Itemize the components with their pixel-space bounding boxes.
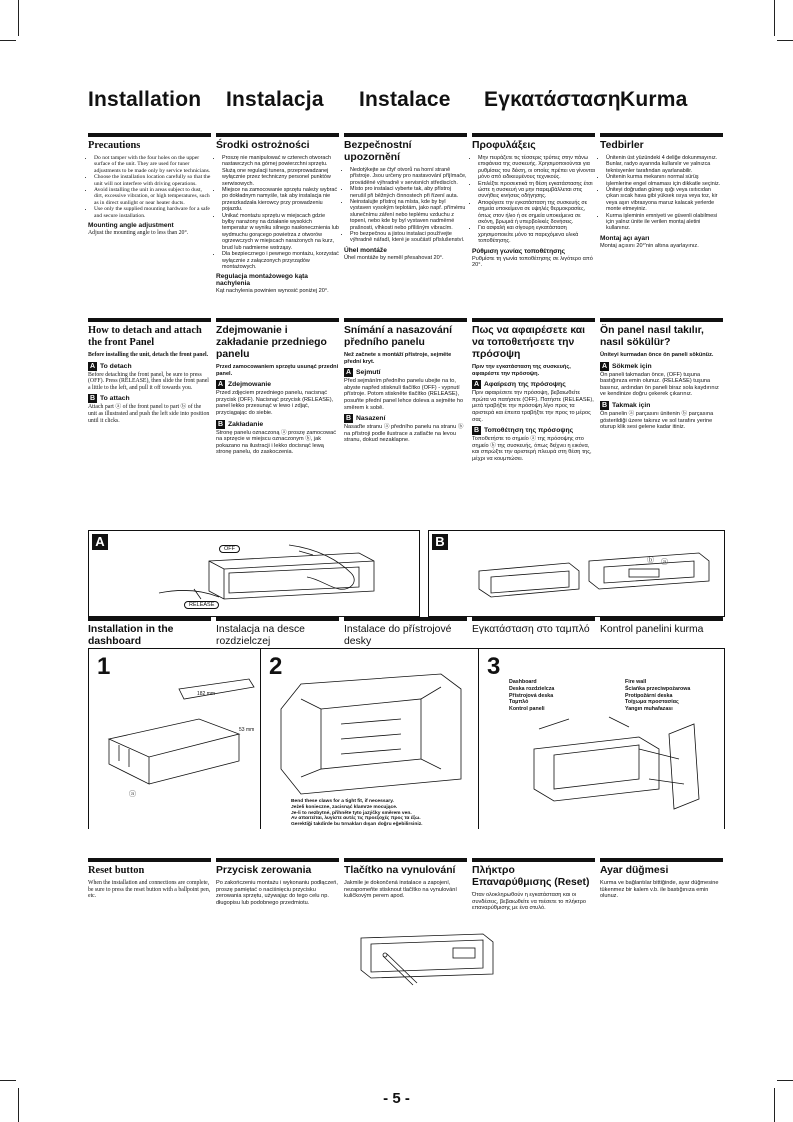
detach-en	[88, 318, 211, 466]
step-b-title: To attach	[100, 395, 130, 403]
claw-note	[291, 799, 423, 828]
bullet-list	[472, 155, 595, 245]
section-bar	[216, 318, 339, 322]
section-bar	[88, 133, 211, 137]
section-heading: Środki ostrożności	[216, 140, 310, 151]
step-b-title: Zakładanie	[228, 420, 264, 428]
release-button-label: RELEASE	[184, 601, 219, 609]
title-el: Εγκατάσταση	[484, 88, 621, 111]
wall-label: Yangın muhafazası	[625, 706, 673, 713]
sub-text: Kąt nachylenia powinien wynosić poniżej 20°.	[216, 288, 329, 295]
marker-b: B	[473, 427, 480, 435]
bullet: • Μην πειράζετε τις τέσσερις τρύπες στην πάνω επιφάνεια της συσκευής. Χρησιμοποιούνται για ρυθμίσεις του δέκτη, οι οποίες πρέπει να γίνονται μόνο από ειδικευμένους τεχνικούς.	[478, 155, 595, 181]
section-bar	[216, 858, 339, 862]
step-a-heading	[88, 362, 211, 371]
step-a-heading	[216, 380, 339, 389]
section-bar	[344, 858, 467, 862]
crop-mark	[774, 0, 775, 36]
intro-text: Üniteyi kurmadan önce ön paneli sökünüz.	[600, 352, 714, 358]
section-heading: Bezpečnostní upozornění	[344, 140, 412, 163]
detach-tr	[600, 318, 723, 466]
bullet: • Nedotýkejte se čtyř otvorů na horní straně přístroje. Jsou určeny pro nastavování příjímače, prováděné výhradně v servisních střediscích.	[350, 167, 467, 186]
claw-note-line: Bend these claws for a tight fit, if necessary.	[291, 799, 394, 804]
step-a-text: Przed zdjęciem przedniego panelu, nacisnąć przycisk (OFF). Nacisnąć przycisk (RELEASE), panel lekko przesunąć w lewo i zdjąć, przyciągając do siebie.	[216, 390, 334, 416]
bullet: • Proszę nie manipulować w czterech otworach nastawczych na górnej powierzchni sprzętu. Służą one regulacji tunera, przeprowadzanej wyłącznie przez techniczny personel punktów serwisowych.	[222, 155, 339, 187]
figure-a-illustration	[89, 531, 419, 616]
wall-label: Fire wall	[625, 679, 647, 685]
section-bar	[472, 318, 595, 322]
section-heading: Εγκατάσταση στο ταμπλό	[472, 624, 590, 635]
bullet: • Ünitenin kurma mekanını normal sürüş işlemlerine engel olmaması için dikkatle seçiniz.	[606, 174, 723, 187]
marker-b: B	[345, 415, 352, 423]
step-b-title: Nasazení	[356, 415, 386, 423]
section-heading: Tedbirler	[600, 140, 644, 151]
dash-label: Přístrojová deska	[509, 692, 554, 699]
section-heading: Instalace do přístrojové desky	[344, 624, 452, 647]
section-bar	[88, 858, 211, 862]
sub-heading: Regulacja montażowego kąta nachylenia	[216, 273, 308, 288]
dashboard-heading-el	[472, 617, 595, 651]
step-b-text: Τοποθετήστε το σημείο ⓐ της πρόσοψης στο σημείο ⓑ της συσκευής, όπως δείχνει η εικόνα, και σπρώξτε την αριστερή πλευρά στη θέση της, μέχρι να κουμπώσει.	[472, 436, 592, 462]
figure-b-label: B	[432, 534, 448, 550]
figure-b	[428, 530, 725, 617]
dash-label: Ταμπλό	[509, 699, 529, 706]
sub-heading: Úhel montáže	[344, 246, 387, 254]
step-number: 2	[269, 653, 283, 680]
step-a-heading	[600, 362, 723, 371]
marker-b: B	[217, 420, 224, 428]
figure-a	[88, 530, 420, 617]
section-heading: Reset button	[88, 865, 145, 876]
section-text: Po zakończeniu montażu i wykonaniu podłączeń, proszę pamiętać o naciśnięciu przycisku zerowania sprzętu, używając do tego celu np. długopisu lub podobnego przedmiotu.	[216, 880, 338, 906]
step-figure-2	[260, 648, 479, 829]
section-bar	[600, 133, 723, 137]
step-b-title: Τοποθέτηση της πρόσοψης	[484, 427, 574, 435]
section-heading: Zdejmowanie i zakładanie przedniego panelu	[216, 325, 327, 360]
figure-a-label: A	[92, 534, 108, 550]
reset-illustration	[353, 930, 503, 990]
precautions-en	[88, 133, 211, 298]
wall-label: Protipožární deska	[625, 692, 673, 699]
reset-en	[88, 858, 211, 915]
bullet: • Για ασφαλή και σίγουρη εγκατάσταση χρησιμοποιείτε μόνο τα παρεχόμενα υλικά τοποθέτησης.	[478, 225, 595, 244]
bullet-list	[88, 155, 211, 219]
section-heading: Ön panel nasıl takılır, nasıl sökülür?	[600, 325, 704, 348]
sub-text: Úhel montáže by neměl přesahovat 20°.	[344, 254, 444, 261]
section-heading: Ayar düğmesi	[600, 865, 669, 876]
section-bar	[472, 133, 595, 137]
step-b-heading	[216, 420, 339, 429]
title-row	[88, 88, 728, 112]
bullet: • Choose the installation location carefully so that the unit will not interfere with driving operations.	[94, 174, 211, 187]
bullet: • Avoid installing the unit in areas subject to dust, dirt, excessive vibration, or high temperatures, such as in direct sunlight or near heater ducts.	[94, 187, 211, 206]
dash-label: Deska rozdzielcza	[509, 685, 555, 692]
title-tr: Kurma	[620, 88, 688, 111]
figure-b-illustration	[429, 531, 724, 616]
sub-heading: Mounting angle adjustment	[88, 222, 174, 230]
step-a-heading	[472, 380, 595, 389]
bullet: • Místo pro instalaci vyberte tak, aby přístroj nerušil při běžných činnostech při řízení auta.	[350, 186, 467, 199]
bullet: • Üniteyi doğrudan güneş ışığı veya ısıtıcıdan çıkan sıcak hava gibi yüksek ısıya veya toz, kir veya aşırı vibrasyona maruz kalacak yerlerde monte etmeyiniz.	[606, 187, 723, 213]
step-a-text: Před sejmáním předního panelu ubejte na to, abyste napřed stisknuli tlačítko (OFF) - vypnutí přístroje. Potom stiskněte tlačítko (RELEASE), posuňte přední panel lehce doleva a sejměte ho směrem k sobě.	[344, 378, 464, 411]
intro-text: Before installing the unit, detach the front panel.	[88, 352, 209, 358]
bullet: • Neinstalujte přístroj na místa, kde by byl vystaven vysokým teplotám, jako např. přímému slunečnímu záření nebo teplému vzduchu z topení, nebo kde by byl vystaven nadměrné prašnosti, vlhkosti nebo přílišným vibracím.	[350, 199, 467, 231]
bullet: • Ünitenin üst yüzündeki 4 deliğe dokunmayınız. Bunlar, radyo ayarında kullanılır ve yalnızca teknisyenler tarafından ayarlanabilir.	[606, 155, 723, 174]
crop-mark	[0, 1080, 16, 1081]
step-b-heading	[344, 414, 467, 423]
sub-text: Adjust the mounting angle to less than 20°.	[88, 230, 189, 237]
bullet: • Unikać montażu sprzętu w miejscach gdzie byłby narażony na działanie wysokich temperatur w wyniku silnego nasłonecznienia lub wydmuchu gorącego powietrza z otworów ogrzewczych w miejscach narażonych na kurz, brud lub nadmierne wstrząsy.	[222, 213, 339, 251]
step-a-text: Πριν αφαιρέσετε την πρόσοψη, βεβαιωθείτε πρώτα να πατήσετε (OFF). Πατήστε (RELEASE), μετά τραβήξτε την πρόσοψη λίγο προς τα αριστερά και έπειτα τραβήξτε την προς το μέρος σας.	[472, 390, 594, 423]
section-bar	[88, 617, 211, 621]
step-a-text: Before detaching the front panel, be sure to press (OFF). Press (RELEASE), then slide the front panel a little to the left, and pull it off towards you.	[88, 371, 209, 391]
detach-cs	[344, 318, 467, 466]
dashboard-heading-row	[88, 617, 723, 651]
part-a-marker: ⓐ	[129, 791, 136, 798]
section-bar	[600, 617, 723, 621]
dashboard-heading-pl	[216, 617, 339, 651]
section-heading: Προφυλάξεις	[472, 140, 536, 151]
step-figure-1	[88, 648, 261, 829]
step-figure-3	[478, 648, 725, 829]
detach-row	[88, 318, 723, 466]
dashboard-heading-tr	[600, 617, 723, 651]
section-bar	[472, 858, 595, 862]
section-text: When the installation and connections are complete, be sure to press the reset button with a ballpoint pen, etc.	[88, 880, 211, 900]
section-heading: Precautions	[88, 140, 141, 151]
section-heading: Πως να αφαιρέσετε και να τοποθετήσετε την πρόσοψη	[472, 325, 586, 360]
step-b-title: Takmak için	[612, 401, 651, 409]
sub-heading: Ρύθμιση γωνίας τοποθέτησης	[472, 247, 566, 255]
precautions-row	[88, 133, 723, 298]
section-bar	[216, 133, 339, 137]
claw-note-line: Αν απαιτείται, λυγίστε αυτές τις προεξοχές προς τα έξω.	[291, 816, 421, 822]
intro-text: Πριν την εγκατάσταση της συσκευής, αφαιρέστε την πρόσοψη.	[472, 364, 571, 377]
bullet: • Αποφύγετε την εγκατάσταση της συσκευής σε σημεία υποκείμενα σε υψηλές θερμοκρασίες, όπως στον ήλιο ή σε σημεία υποκείμενα σε σκόνη, βρωμιά ή υπερβολικές δονήσεις.	[478, 200, 595, 226]
page-number: - 5 -	[383, 1090, 410, 1107]
bullet-list	[216, 155, 339, 270]
bullet-list	[600, 155, 723, 232]
title-en: Installation	[88, 88, 202, 111]
reset-pl	[216, 858, 339, 915]
section-heading: How to detach and attach the front Panel	[88, 325, 202, 348]
reset-cs	[344, 858, 467, 915]
bullet: • Pro bezpečnou a jistou instalaci používejte výhradně nářadí, které je součástí příslušenství.	[350, 231, 467, 244]
section-heading: Kontrol panelini kurma	[600, 624, 704, 635]
wall-label: Ściańka przeciwpożarowa	[625, 685, 691, 692]
bullet: • Miejsce na zamocowanie sprzętu należy wybrać po dokładnym namyśle, tak aby instalacja nie przeszkadzała kierowcy przy prowadzeniu pojazdu.	[222, 187, 339, 213]
precautions-el	[472, 133, 595, 298]
part-a-marker: ⓐ	[661, 559, 668, 566]
precautions-cs	[344, 133, 467, 298]
marker-a: A	[473, 381, 480, 389]
section-bar	[344, 617, 467, 621]
claw-note-line: Je-li to nezbytné, přihněte tyto jazýčky směrem ven.	[291, 810, 412, 816]
section-bar	[472, 617, 595, 621]
intro-text: Než začnete s montáží přístroje, sejměte přední kryt.	[344, 352, 452, 365]
section-text: Kurma ve bağlantılar bittiğinde, ayar düğmesine tükenmez bir kalem v.b. ile bastığınıza emin olunuz.	[600, 880, 719, 900]
section-bar	[344, 133, 467, 137]
step-a-title: To detach	[100, 362, 132, 370]
detach-pl	[216, 318, 339, 466]
claw-note-line: Jeżeli konieczne, zacisnąć klamrze mocujące.	[291, 804, 398, 810]
precautions-pl	[216, 133, 339, 298]
step-b-heading	[472, 426, 595, 435]
detach-el	[472, 318, 595, 466]
off-button-label: OFF	[219, 545, 240, 553]
bullet: • Kurma işleminin emniyeti ve güvenli olabilmesi için yalnız ünite ile verilen montaj aletini kullanınız.	[606, 213, 723, 232]
dash-label: Kontrol paneli	[509, 706, 545, 713]
step-b-heading	[88, 394, 211, 403]
step-b-text: Attach part ⓐ of the front panel to part ⓑ of the unit as illustrated and push the left side into position until it clicks.	[88, 404, 210, 424]
title-cs: Instalace	[359, 88, 451, 111]
section-bar	[600, 858, 723, 862]
step-a-title: Αφαίρεση της πρόσοψης	[484, 381, 566, 389]
step-a-title: Sökmek için	[612, 362, 652, 370]
section-heading: Installation in the dashboard	[88, 624, 174, 647]
step-b-text: Ön panelin ⓐ parçasını ünitenin ⓑ parçasına gösterildiği üzere takınız ve sol tarafını yerine oturup klik sesi gelene kadar itiniz.	[600, 410, 714, 431]
part-b-marker: ⓑ	[647, 557, 654, 564]
section-heading: Snímání a nasazování předního panelu	[344, 325, 452, 348]
sleeve-illustration	[89, 649, 261, 829]
section-bar	[600, 318, 723, 322]
section-bar	[216, 617, 339, 621]
marker-a: A	[217, 381, 224, 389]
bullet: • Use only the supplied mounting hardware for a safe and secure installation.	[94, 206, 211, 219]
crop-mark	[18, 0, 19, 36]
section-heading: Πλήκτρο Επαναρύθμισης (Reset)	[472, 865, 590, 888]
reset-row	[88, 858, 723, 915]
marker-a: A	[345, 369, 352, 377]
precautions-tr	[600, 133, 723, 298]
bullet: • Do not tamper with the four holes on the upper surface of the unit. They are used for tuner adjustments to be made only by service technicians.	[94, 155, 211, 174]
dimension-182: 182 mm	[197, 691, 216, 697]
step-a-heading	[344, 368, 467, 377]
wall-label: Τοίχωμα προστασίας	[625, 699, 679, 706]
dashboard-heading-cs	[344, 617, 467, 651]
dimension-53: 53 mm	[239, 727, 255, 733]
title-pl: Instalacja	[226, 88, 324, 111]
step-b-heading	[600, 401, 723, 410]
sub-heading: Montaj açı ayarı	[600, 234, 650, 242]
section-bar	[344, 318, 467, 322]
section-bar	[88, 318, 211, 322]
intro-text: Przed zamocowaniem sprzętu usunąć przedni panel.	[216, 364, 339, 377]
step-a-text: Ön paneli takmadan önce, (OFF) tuşuna bastığınıza emin olunuz. (RELEASE) tuşuna basınız, ardından ön paneli biraz sola kaydırınız ve kendinize doğru çekerek çıkarınız.	[600, 371, 719, 398]
step-a-title: Sejmutí	[356, 369, 381, 377]
marker-a: A	[89, 362, 96, 370]
marker-b: B	[601, 401, 608, 409]
claw-note-line: Gerektiği takdirde bu tırnakları dışarı doğru eğebilirsiniz.	[291, 822, 423, 828]
marker-a: A	[601, 362, 608, 370]
mounting-illustration	[479, 649, 724, 829]
step-a-title: Zdejmowanie	[228, 381, 272, 389]
section-heading: Tlačítko na vynulování	[344, 865, 456, 876]
sub-text: Ρυθμίστε τη γωνία τοποθέτησης σε λιγότερο από 20°.	[472, 255, 593, 269]
section-text: Jakmile je dokončená instalace a zapojení, nezapomeňte stisknout tlačítko na vynulování kuličkovým perem apod.	[344, 880, 457, 900]
section-text: Όταν ολοκληρωθούν η εγκατάσταση και οι συνδέσεις, βεβαιωθείτε να πιέσετε το πλήκτρο επαναρύθμισης με ένα στυλό.	[472, 892, 587, 912]
bullet-list	[344, 167, 467, 244]
marker-b: B	[89, 395, 96, 403]
reset-el	[472, 858, 595, 915]
step-number: 3	[487, 653, 501, 680]
bullet: • Dla bezpiecznego i pewnego montażu, korzystać wyłącznie z załączonych przyrządów montażowych.	[222, 251, 339, 270]
reset-tr	[600, 858, 723, 915]
step-number: 1	[97, 653, 111, 680]
section-heading: Przycisk zerowania	[216, 865, 312, 876]
dash-label: Dashboard	[509, 679, 537, 685]
dashboard-heading-en	[88, 617, 211, 651]
sub-text: Montaj açısını 20°'nin altına ayarlayınız.	[600, 242, 699, 249]
step-b-text: Stronę panelu oznaczoną ⓐ proszę zamocować na sprzęcie w miejscu oznaczonym ⓑ, jak pokazano na ilustracji i lekko docisnąć lewą stronę panelu, do zaskoczenia.	[216, 429, 337, 456]
bullet: • Επιλέξτε προσεκτικά τη θέση εγκατάστασης έτσι ώστε η συσκευή να μην παρεμβάλλεται στις συνήθεις κινήσεις οδήγησης.	[478, 181, 595, 200]
section-heading: Instalacja na desce rozdzielczej	[216, 624, 305, 647]
step-b-text: Nasaďte stranu ⓐ předního panelu na stranu ⓑ na přístroji podle ilustrace a zatlačte na levou stranu, dokud nezaklapne.	[344, 424, 464, 444]
crop-mark	[777, 1080, 793, 1081]
crop-mark	[777, 40, 793, 41]
crop-mark	[0, 40, 16, 41]
